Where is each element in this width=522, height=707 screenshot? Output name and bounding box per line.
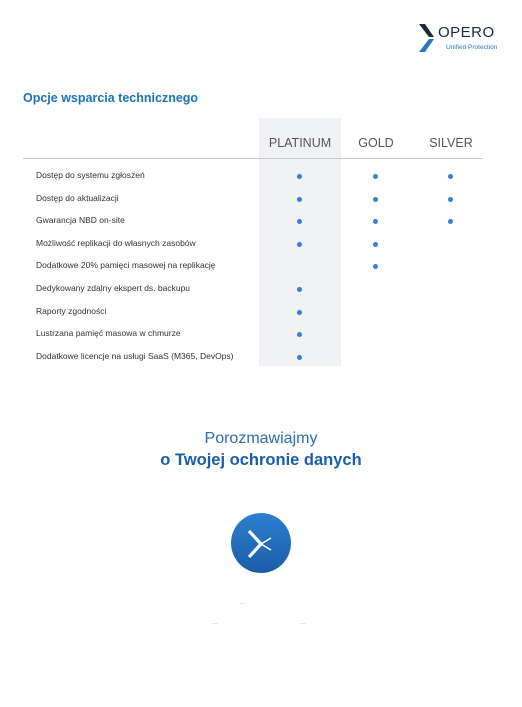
dot-icon [297,355,302,360]
table-row [36,210,476,232]
section-title: Opcje wsparcia technicznego [23,91,199,105]
dot-icon [297,174,302,179]
table-header-divider [23,158,483,159]
feature-label: Lustrzana pamięć masowa w chmurze [36,328,181,339]
decorative-mark [300,623,306,624]
feature-label: Raporty zgodności [36,305,107,316]
dot-icon [373,264,378,269]
feature-label: Dostęp do systemu zgłoszeń [36,170,145,180]
cta-line-2: o Twojej ochronie danych [160,451,362,469]
dot-icon [373,197,378,202]
header-logo [419,22,509,56]
feature-label: Dodatkowe 20% pamięci masowej na replikację [36,260,216,271]
dot-icon [448,174,453,179]
dot-icon [297,242,302,247]
table-row [36,346,476,368]
table-row [36,255,476,277]
dot-icon [297,287,302,292]
table-row [36,165,476,187]
table-row [36,278,476,300]
brand-tagline: Unified Protection [446,44,498,51]
xopero-round-logo-icon [230,512,292,574]
dot-icon [373,174,378,179]
dot-icon [373,219,378,224]
cta-line-1: Porozmawiajmy [204,430,318,447]
dot-icon [297,310,302,315]
feature-label: Dedykowany zdalny ekspert ds. backupu [36,283,191,293]
feature-label: Dostęp do aktualizacji [36,192,119,203]
decorative-mark [212,623,218,624]
dot-icon [297,197,302,202]
decorative-mark [240,603,245,604]
feature-label: Możliwość replikacji do własnych zasobów [36,237,196,248]
brand-name: OPERO [438,24,495,41]
table-row [36,323,476,345]
table-row [36,233,476,255]
dot-icon [297,332,302,337]
dot-icon [297,219,302,224]
column-header-platinum: PLATINUM [268,136,332,150]
table-row [36,188,476,210]
feature-label: Dodatkowe licencje na usługi SaaS (M365, DevOps) [36,350,234,361]
dot-icon [448,197,453,202]
table-row [36,301,476,323]
dot-icon [373,242,378,247]
xopero-x-logo-icon [419,24,439,54]
feature-label: Gwarancja NBD on-site [36,215,125,226]
column-header-gold: GOLD [358,136,394,150]
column-header-silver: SILVER [429,136,473,150]
dot-icon [448,219,453,224]
